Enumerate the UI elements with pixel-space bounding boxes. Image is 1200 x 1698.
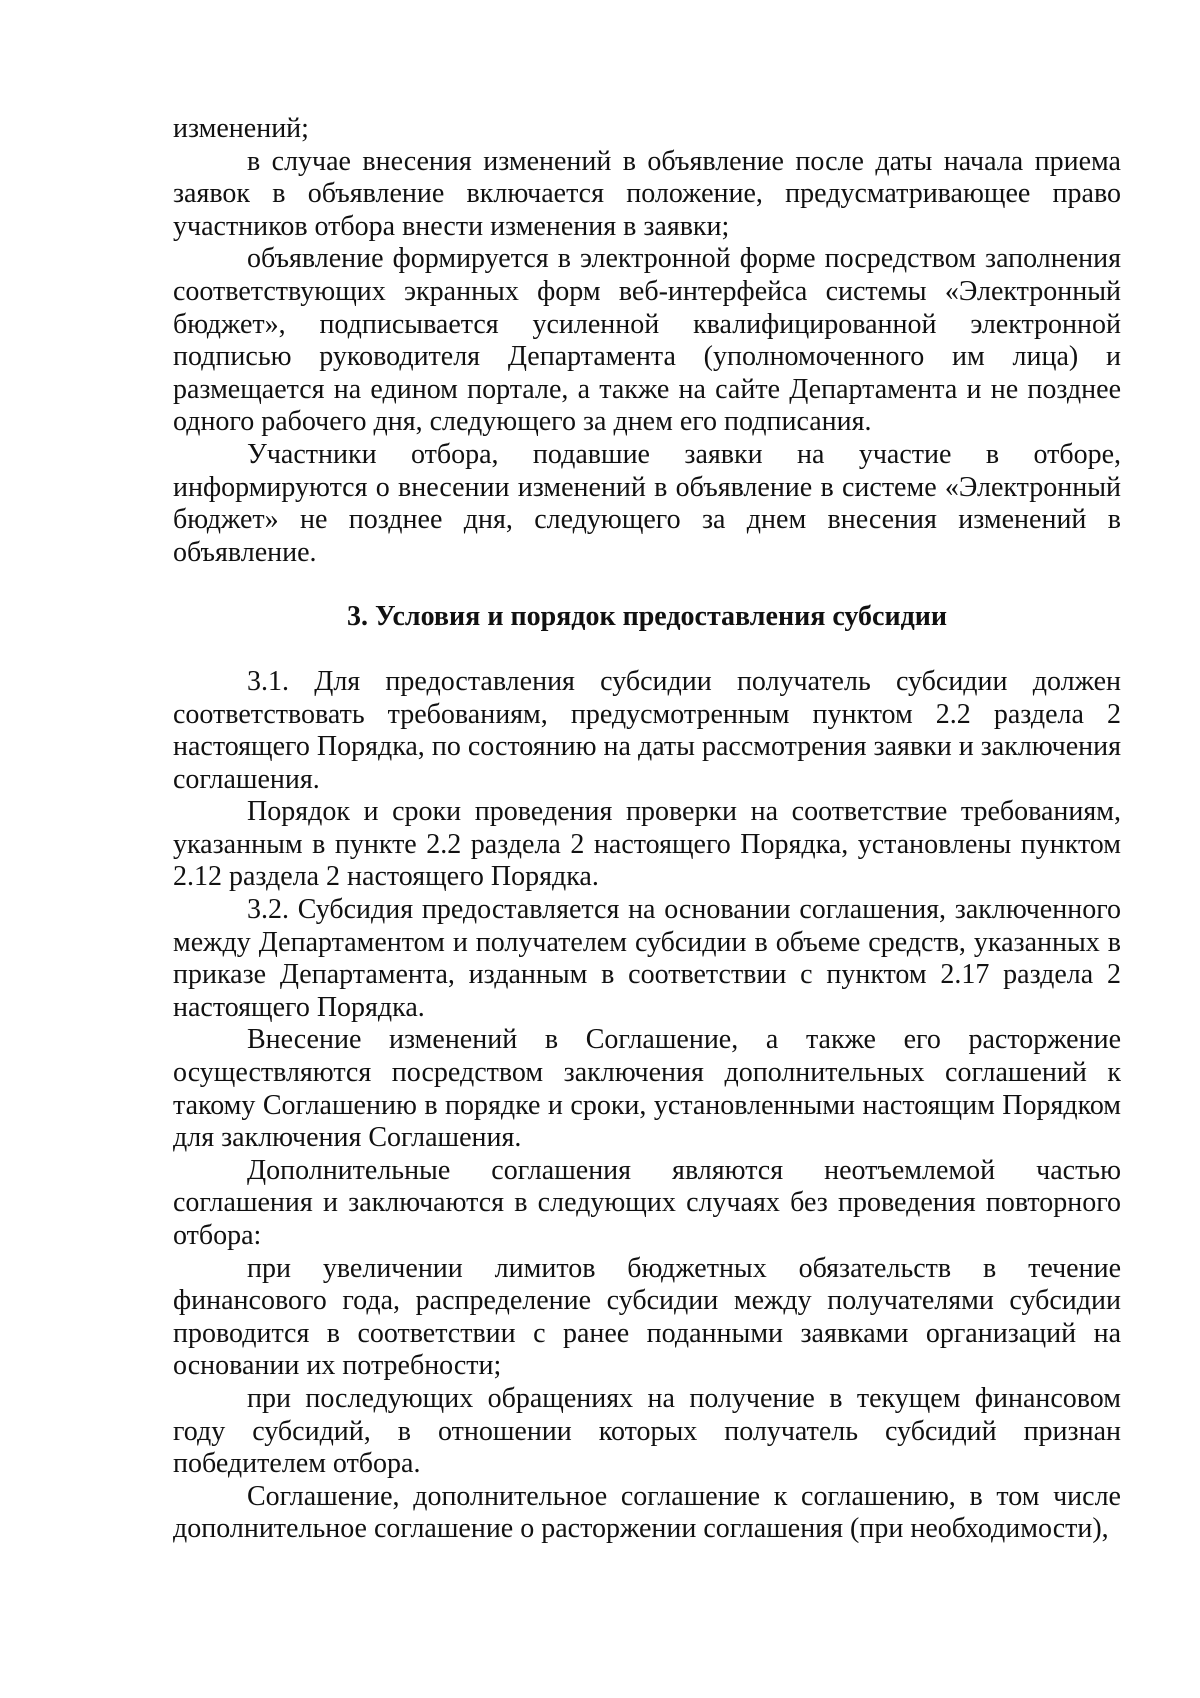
paragraph: Соглашение, дополнительное соглашение к соглашению, в том числе дополнительное соглашение о расторжении соглашения (при необходимости),: [173, 1480, 1121, 1545]
paragraph: Участники отбора, подавшие заявки на участие в отборе, информируются о внесении изменений в объявление в системе «Электронный бюджет» не позднее дня, следующего за днем внесения изменений в объявление.: [173, 438, 1121, 568]
paragraph: Внесение изменений в Соглашение, а также его расторжение осуществляются посредством заключения дополнительных соглашений к такому Соглашению в порядке и сроки, установленными настоящим Порядком для заключения Соглашения.: [173, 1024, 1121, 1154]
paragraph: 3.1. Для предоставления субсидии получатель субсидии должен соответствовать требованиям, предусмотренным пунктом 2.2 раздела 2 настоящего Порядка, по состоянию на даты рассмотрения заявки и заключения соглашения.: [173, 665, 1121, 795]
paragraph: объявление формируется в электронной форме посредством заполнения соответствующих экранных форм веб-интерфейса системы «Электронный бюджет», подписывается усиленной квалифицированной электронной подписью руководителя Департамента (уполномоченного им лица) и размещается на едином портале, а также на сайте Департамента и не позднее одного рабочего дня, следующего за днем его подписания.: [173, 243, 1121, 438]
paragraph: 3.2. Субсидия предоставляется на основании соглашения, заключенного между Департаментом и получателем субсидии в объеме средств, указанных в приказе Департамента, изданным в соответствии с пунктом 2.17 раздела 2 настоящего Порядка.: [173, 894, 1121, 1023]
paragraph: изменений;: [173, 113, 309, 144]
spacer: [173, 634, 1121, 666]
paragraph: Дополнительные соглашения являются неотъемлемой частью соглашения и заключаются в следующих случаях без проведения повторного отбора:: [173, 1154, 1121, 1251]
paragraph: в случае внесения изменений в объявление после даты начала приема заявок в объявление включается положение, предусматривающее право участников отбора внести изменения в заявки;: [173, 145, 1121, 242]
document-body: [173, 113, 1121, 1546]
paragraph: при последующих обращениях на получение в текущем финансовом году субсидий, в отношении которых получатель субсидий признан победителем отбора.: [173, 1382, 1121, 1480]
paragraph: при увеличении лимитов бюджетных обязательств в течение финансового года, распределение субсидии между получателями субсидии проводится в соответствии с ранее поданными заявками организаций на основании их потребности;: [173, 1252, 1121, 1382]
section-heading: 3. Условия и порядок предоставления субсидии: [346, 601, 948, 633]
paragraph: Порядок и сроки проведения проверки на соответствие требованиям, указанным в пункте 2.2 раздела 2 настоящего Порядка, установлены пунктом 2.12 раздела 2 настоящего Порядка.: [173, 796, 1121, 893]
spacer: [173, 569, 1121, 601]
